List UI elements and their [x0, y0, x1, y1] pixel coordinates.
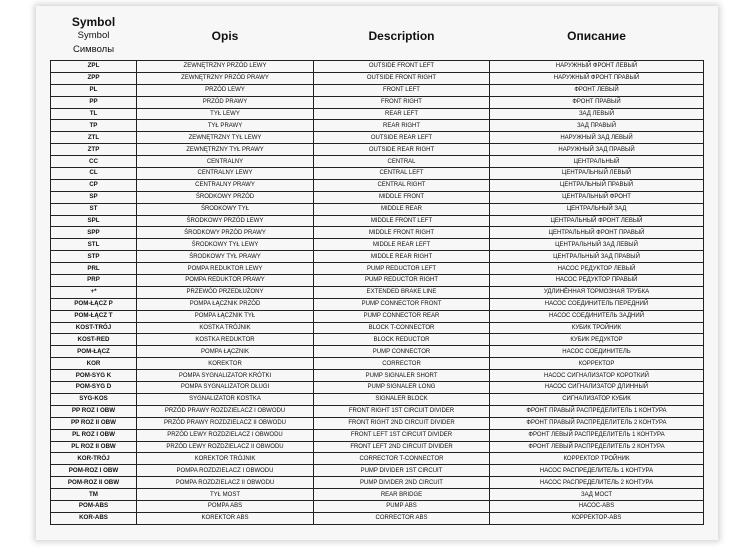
- cell-symbol: PRP: [51, 275, 137, 287]
- cell-symbol: KOR-ABS: [51, 512, 137, 524]
- table-row: [51, 96, 704, 108]
- cell-symbol: ST: [51, 203, 137, 215]
- cell-symbol: SPP: [51, 227, 137, 239]
- cell-russian: ЗАД МОСТ: [490, 489, 704, 501]
- cell-russian: ЦЕНТРАЛЬНЫЙ ЛЕВЫЙ: [490, 168, 704, 180]
- cell-opis: POMPA ŁĄCZNIK: [137, 346, 314, 358]
- cell-russian: НАСОС СОЕДИНИТЕЛЬ ЗАДНИЙ: [490, 310, 704, 322]
- cell-opis: POMPA REDUKTOR LEWY: [137, 263, 314, 275]
- cell-description: PUMP SIGNALER SHORT: [314, 370, 490, 382]
- table-row: [51, 453, 704, 465]
- header-description: Description: [368, 29, 435, 43]
- cell-description: MIDDLE REAR: [314, 203, 490, 215]
- cell-opis: KOREKTOR ABS: [137, 512, 314, 524]
- cell-russian: НАСОС РЕДУКТОР ЛЕВЫЙ: [490, 263, 704, 275]
- cell-symbol: POM-ABS: [51, 500, 137, 512]
- cell-symbol: +*: [51, 286, 137, 298]
- cell-opis: KOREKTOR: [137, 358, 314, 370]
- table-row: [51, 417, 704, 429]
- header-symbol-russian: Символы: [72, 44, 115, 55]
- cell-russian: УДЛИНЁННАЯ ТОРМОЗНАЯ ТРУБКА: [490, 286, 704, 298]
- cell-opis: CENTRALNY LEWY: [137, 168, 314, 180]
- cell-symbol: ZPP: [51, 72, 137, 84]
- cell-opis: KOSTKA REDUKTOR: [137, 334, 314, 346]
- cell-description: MIDDLE FRONT RIGHT: [314, 227, 490, 239]
- cell-russian: НАРУЖНЫЙ ЗАД ПРАВЫЙ: [490, 144, 704, 156]
- cell-russian: ЦЕНТРАЛЬНЫЙ ФРОНТ ЛЕВЫЙ: [490, 215, 704, 227]
- cell-opis: POMPA ŁĄCZNIK TYŁ: [137, 310, 314, 322]
- table-row: [51, 429, 704, 441]
- cell-opis: ZEWNĘTRZNY PRZÓD LEWY: [137, 61, 314, 73]
- cell-opis: TYŁ PRAWY: [137, 120, 314, 132]
- cell-symbol: PP ROZ I OBW: [51, 405, 137, 417]
- cell-russian: ФРОНТ ЛЕВЫЙ РАСПРЕДЕЛИТЕЛЬ 1 КОНТУРА: [490, 429, 704, 441]
- table-row: [51, 405, 704, 417]
- cell-symbol: PP: [51, 96, 137, 108]
- table-row: [51, 310, 704, 322]
- cell-symbol: POM-ROZ I OBW: [51, 465, 137, 477]
- table-row: [51, 263, 704, 275]
- cell-symbol: POM-ŁĄCZ: [51, 346, 137, 358]
- cell-symbol: PP ROZ II OBW: [51, 417, 137, 429]
- cell-symbol: PRL: [51, 263, 137, 275]
- cell-opis: ZEWNĘTRZNY TYŁ PRAWY: [137, 144, 314, 156]
- cell-symbol: TP: [51, 120, 137, 132]
- cell-russian: КУБИК РЕДУКТОР: [490, 334, 704, 346]
- cell-description: REAR RIGHT: [314, 120, 490, 132]
- cell-opis: TYŁ MOST: [137, 489, 314, 501]
- cell-russian: ЦЕНТРАЛЬНЫЙ ФРОНТ: [490, 191, 704, 203]
- cell-opis: PRZÓD LEWY ROZDZIELACZ II OBWODU: [137, 441, 314, 453]
- table-row: [51, 358, 704, 370]
- table-row: [51, 179, 704, 191]
- cell-russian: ФРОНТ ПРАВЫЙ РАСПРЕДЕЛИТЕЛЬ 1 КОНТУРА: [490, 405, 704, 417]
- table-row: [51, 251, 704, 263]
- cell-description: FRONT RIGHT 1ST CIRCUIT DIVIDER: [314, 405, 490, 417]
- table-row: [51, 156, 704, 168]
- cell-description: PUMP CONNECTOR: [314, 346, 490, 358]
- cell-description: OUTSIDE REAR RIGHT: [314, 144, 490, 156]
- cell-russian: СИГНАЛИЗАТОР КУБИК: [490, 393, 704, 405]
- cell-russian: ФРОНТ ЛЕВЫЙ РАСПРЕДЕЛИТЕЛЬ 2 КОНТУРА: [490, 441, 704, 453]
- cell-opis: POMPA ROZDZIELACZ II OBWODU: [137, 477, 314, 489]
- cell-russian: ЦЕНТРАЛЬНЫЙ ЗАД: [490, 203, 704, 215]
- cell-symbol: CL: [51, 168, 137, 180]
- cell-symbol: CP: [51, 179, 137, 191]
- table-row: [51, 298, 704, 310]
- table-header-row: [51, 12, 704, 61]
- cell-description: MIDDLE FRONT: [314, 191, 490, 203]
- cell-russian: ФРОНТ ЛЕВЫЙ: [490, 84, 704, 96]
- table-row: [51, 441, 704, 453]
- cell-description: EXTENDED BRAKE LINE: [314, 286, 490, 298]
- cell-description: PUMP CONNECTOR REAR: [314, 310, 490, 322]
- cell-opis: ŚRODKOWY TYŁ: [137, 203, 314, 215]
- cell-russian: НАСОС СОЕДИНИТЕЛЬ ПЕРЕДНИЙ: [490, 298, 704, 310]
- cell-description: CORRECTOR: [314, 358, 490, 370]
- table-row: [51, 370, 704, 382]
- header-symbol: [51, 12, 137, 61]
- cell-symbol: TM: [51, 489, 137, 501]
- cell-description: PUMP ABS: [314, 500, 490, 512]
- cell-description: PUMP DIVIDER 1ST CIRCUIT: [314, 465, 490, 477]
- cell-opis: KOSTKA TRÓJNIK: [137, 322, 314, 334]
- cell-symbol: PL ROZ II OBW: [51, 441, 137, 453]
- cell-description: BLOCK T-CONNECTOR: [314, 322, 490, 334]
- cell-description: MIDDLE REAR LEFT: [314, 239, 490, 251]
- cell-description: PUMP REDUCTOR RIGHT: [314, 275, 490, 287]
- header-symbol-title: Symbol: [71, 15, 116, 29]
- table-row: [51, 322, 704, 334]
- table-row: [51, 215, 704, 227]
- cell-symbol: POM-ŁĄCZ P: [51, 298, 137, 310]
- table-row: [51, 168, 704, 180]
- cell-symbol: POM-ROZ II OBW: [51, 477, 137, 489]
- cell-russian: НАРУЖНЫЙ ФРОНТ ЛЕВЫЙ: [490, 61, 704, 73]
- cell-symbol: ZTL: [51, 132, 137, 144]
- cell-russian: ЗАД ЛЕВЫЙ: [490, 108, 704, 120]
- cell-russian: ЦЕНТРАЛЬНЫЙ ФРОНТ ПРАВЫЙ: [490, 227, 704, 239]
- cell-opis: CENTRALNY: [137, 156, 314, 168]
- cell-opis: POMPA SYGNALIZATOR KRÓTKI: [137, 370, 314, 382]
- cell-description: REAR BRIDGE: [314, 489, 490, 501]
- cell-opis: PRZÓD PRAWY ROZDZIELACZ II OBWODU: [137, 417, 314, 429]
- cell-symbol: KOST-RED: [51, 334, 137, 346]
- cell-symbol: POM-SYG D: [51, 382, 137, 394]
- cell-opis: PRZÓD PRAWY ROZDZIELACZ I OBWODU: [137, 405, 314, 417]
- cell-description: CORRECTOR ABS: [314, 512, 490, 524]
- table-row: [51, 465, 704, 477]
- cell-symbol: ZPL: [51, 61, 137, 73]
- cell-opis: PRZÓD LEWY: [137, 84, 314, 96]
- table-row: [51, 72, 704, 84]
- cell-description: PUMP SIGNALER LONG: [314, 382, 490, 394]
- cell-description: OUTSIDE FRONT RIGHT: [314, 72, 490, 84]
- cell-symbol: POM-ŁĄCZ T: [51, 310, 137, 322]
- table-body: [51, 61, 704, 525]
- cell-symbol: PL: [51, 84, 137, 96]
- cell-russian: КОРРЕКТОР: [490, 358, 704, 370]
- cell-description: PUMP REDUCTOR LEFT: [314, 263, 490, 275]
- cell-opis: ŚRODKOWY PRZÓD LEWY: [137, 215, 314, 227]
- table-row: [51, 393, 704, 405]
- cell-symbol: CC: [51, 156, 137, 168]
- cell-russian: НАСОС РЕДУКТОР ПРАВЫЙ: [490, 275, 704, 287]
- cell-russian: НАСОС СИГНАЛИЗАТОР ДЛИННЫЙ: [490, 382, 704, 394]
- cell-description: FRONT RIGHT: [314, 96, 490, 108]
- cell-symbol: STL: [51, 239, 137, 251]
- table-row: [51, 108, 704, 120]
- cell-symbol: STP: [51, 251, 137, 263]
- cell-symbol: TL: [51, 108, 137, 120]
- cell-opis: ŚRODKOWY PRZÓD: [137, 191, 314, 203]
- table-row: [51, 203, 704, 215]
- table-row: [51, 512, 704, 524]
- header-opis: Opis: [211, 29, 239, 43]
- cell-opis: POMPA REDUKTOR PRAWY: [137, 275, 314, 287]
- cell-description: BLOCK REDUCTOR: [314, 334, 490, 346]
- cell-description: CENTRAL: [314, 156, 490, 168]
- cell-russian: ЦЕНТРАЛЬНЫЙ ПРАВЫЙ: [490, 179, 704, 191]
- cell-opis: POMPA ROZDZIELACZ I OBWODU: [137, 465, 314, 477]
- cell-description: FRONT RIGHT 2ND CIRCUIT DIVIDER: [314, 417, 490, 429]
- cell-russian: ЗАД ПРАВЫЙ: [490, 120, 704, 132]
- table-row: [51, 144, 704, 156]
- cell-symbol: KOR-TRÓJ: [51, 453, 137, 465]
- table-row: [51, 84, 704, 96]
- table-row: [51, 334, 704, 346]
- cell-russian: ЦЕНТРАЛЬНЫЙ ЗАД ПРАВЫЙ: [490, 251, 704, 263]
- cell-symbol: PL ROZ I OBW: [51, 429, 137, 441]
- cell-russian: НАСОС РАСПРЕДЕЛИТЕЛЬ 1 КОНТУРА: [490, 465, 704, 477]
- cell-description: PUMP CONNECTOR FRONT: [314, 298, 490, 310]
- cell-opis: POMPA SYGNALIZATOR DŁUGI: [137, 382, 314, 394]
- cell-opis: PRZEWÓD PRZEDŁUŻONY: [137, 286, 314, 298]
- cell-symbol: ZTP: [51, 144, 137, 156]
- cell-opis: CENTRALNY PRAWY: [137, 179, 314, 191]
- cell-symbol: KOST-TRÓJ: [51, 322, 137, 334]
- cell-opis: ŚRODKOWY PRZÓD PRAWY: [137, 227, 314, 239]
- cell-opis: ZEWNĘTRZNY PRZÓD PRAWY: [137, 72, 314, 84]
- header-russian-description: Описание: [567, 29, 626, 43]
- cell-opis: KOREKTOR TRÓJNIK: [137, 453, 314, 465]
- table-row: [51, 120, 704, 132]
- cell-russian: ФРОНТ ПРАВЫЙ: [490, 96, 704, 108]
- symbol-table: [50, 12, 704, 525]
- cell-russian: НАСОС РАСПРЕДЕЛИТЕЛЬ 2 КОНТУРА: [490, 477, 704, 489]
- cell-symbol: SP: [51, 191, 137, 203]
- table-row: [51, 500, 704, 512]
- cell-opis: PRZÓD PRAWY: [137, 96, 314, 108]
- document-frame: [36, 6, 718, 540]
- cell-opis: POMPA ŁĄCZNIK PRZÓD: [137, 298, 314, 310]
- cell-opis: POMPA ABS: [137, 500, 314, 512]
- header-symbol-subtitle: Symbol: [77, 30, 110, 41]
- cell-symbol: SYG-KOS: [51, 393, 137, 405]
- table-row: [51, 346, 704, 358]
- cell-russian: КОРРЕКТОР ТРОЙНИК: [490, 453, 704, 465]
- cell-russian: ФРОНТ ПРАВЫЙ РАСПРЕДЕЛИТЕЛЬ 2 КОНТУРА: [490, 417, 704, 429]
- cell-russian: ЦЕНТРАЛЬНЫЙ ЗАД ЛЕВЫЙ: [490, 239, 704, 251]
- cell-description: FRONT LEFT 2ND CIRCUIT DIVIDER: [314, 441, 490, 453]
- cell-symbol: KOR: [51, 358, 137, 370]
- cell-opis: ŚRODKOWY TYŁ PRAWY: [137, 251, 314, 263]
- cell-description: CENTRAL LEFT: [314, 168, 490, 180]
- cell-russian: НАСОС-ABS: [490, 500, 704, 512]
- cell-russian: ЦЕНТРАЛЬНЫЙ: [490, 156, 704, 168]
- cell-description: MIDDLE FRONT LEFT: [314, 215, 490, 227]
- cell-opis: TYŁ LEWY: [137, 108, 314, 120]
- cell-opis: PRZÓD LEWY ROZDZIELACZ I OBWODU: [137, 429, 314, 441]
- cell-russian: КОРРЕКТОР-ABS: [490, 512, 704, 524]
- table-row: [51, 477, 704, 489]
- cell-opis: ŚRODKOWY TYŁ LEWY: [137, 239, 314, 251]
- table-row: [51, 61, 704, 73]
- cell-russian: НАРУЖНЫЙ ФРОНТ ПРАВЫЙ: [490, 72, 704, 84]
- cell-description: FRONT LEFT: [314, 84, 490, 96]
- cell-description: MIDDLE REAR RIGHT: [314, 251, 490, 263]
- cell-symbol: SPL: [51, 215, 137, 227]
- table-row: [51, 275, 704, 287]
- cell-opis: ZEWNĘTRZNY TYŁ LEWY: [137, 132, 314, 144]
- table-row: [51, 382, 704, 394]
- cell-russian: НАСОС СИГНАЛИЗАТОР КОРОТКИЙ: [490, 370, 704, 382]
- table-row: [51, 191, 704, 203]
- cell-description: FRONT LEFT 1ST CIRCUIT DIVIDER: [314, 429, 490, 441]
- table-row: [51, 489, 704, 501]
- cell-description: OUTSIDE FRONT LEFT: [314, 61, 490, 73]
- table-row: [51, 286, 704, 298]
- cell-opis: SYGNALIZATOR KOSTKA: [137, 393, 314, 405]
- cell-description: PUMP DIVIDER 2ND CIRCUIT: [314, 477, 490, 489]
- cell-symbol: POM-SYG K: [51, 370, 137, 382]
- table-row: [51, 132, 704, 144]
- table-row: [51, 227, 704, 239]
- cell-description: SIGNALER BLOCK: [314, 393, 490, 405]
- cell-russian: КУБИК ТРОЙНИК: [490, 322, 704, 334]
- cell-russian: НАРУЖНЫЙ ЗАД ЛЕВЫЙ: [490, 132, 704, 144]
- cell-description: OUTSIDE REAR LEFT: [314, 132, 490, 144]
- cell-russian: НАСОС СОЕДИНИТЕЛЬ: [490, 346, 704, 358]
- cell-description: REAR LEFT: [314, 108, 490, 120]
- table-row: [51, 239, 704, 251]
- cell-description: CORRECTOR T-CONNECTOR: [314, 453, 490, 465]
- cell-description: CENTRAL RIGHT: [314, 179, 490, 191]
